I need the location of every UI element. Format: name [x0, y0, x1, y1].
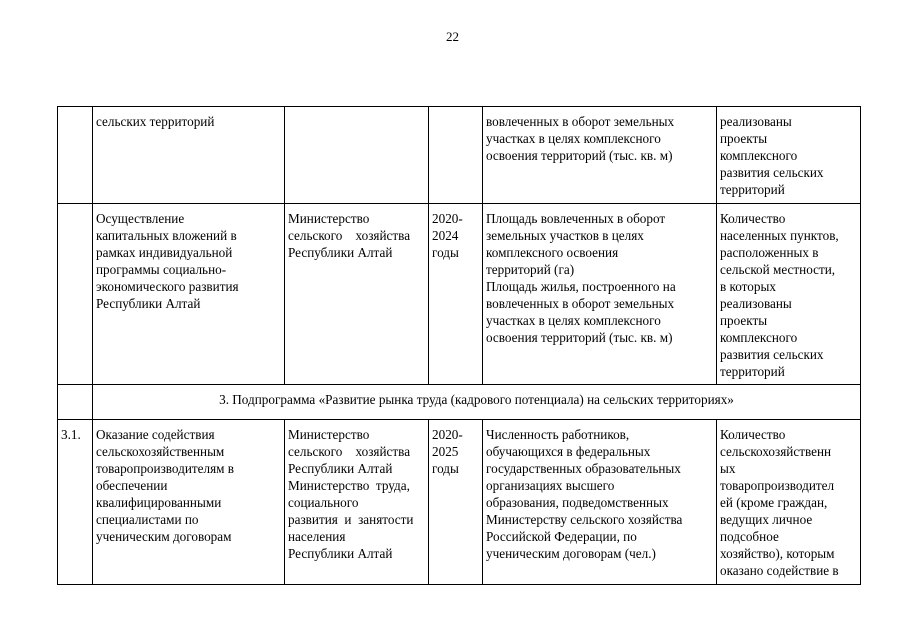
event-line: товаропроизводителям в	[96, 461, 235, 476]
result-line: ых	[720, 461, 736, 476]
cell-result	[717, 420, 861, 585]
result-line: реализованы	[720, 296, 792, 311]
executor-line: Министерство труда,	[288, 478, 410, 493]
period-line: 2020-	[432, 427, 463, 442]
cell-result	[717, 107, 861, 204]
result-line: расположенных в	[720, 245, 819, 260]
table-body	[58, 107, 861, 585]
executor-line: сельского хозяйства	[288, 228, 411, 243]
executor-line: Министерство	[288, 427, 370, 442]
result-line: населенных пунктов,	[720, 228, 839, 243]
cell-executor	[285, 420, 429, 585]
period-line: годы	[432, 245, 459, 260]
executor-line: развития и занятости	[288, 512, 414, 527]
indicator-line: территорий (га)	[486, 262, 575, 277]
cell-num	[58, 107, 93, 204]
result-line: проекты	[720, 131, 768, 146]
indicator-line: обучающихся в федеральных	[486, 444, 651, 459]
indicator-line: освоения территорий (тыс. кв. м)	[486, 330, 673, 345]
result-line: территорий	[720, 182, 785, 197]
result-line: развития сельских	[720, 347, 824, 362]
cell-event	[93, 420, 285, 585]
indicator-line: участках в целях комплексного	[486, 313, 661, 328]
result-line: ведущих личное	[720, 512, 813, 527]
executor-line: Республики Алтай	[288, 245, 393, 260]
period-line: 2025	[432, 444, 459, 459]
indicator-line: комплексного освоения	[486, 245, 619, 260]
cell-num	[58, 385, 93, 420]
event-line: капитальных вложений в	[96, 228, 237, 243]
section-title: 3. Подпрограмма «Развитие рынка труда (кадрового потенциала) на сельских территориях»	[93, 385, 861, 420]
cell-period	[429, 204, 483, 385]
cell-result	[717, 204, 861, 385]
table-row	[58, 107, 861, 204]
result-line: Количество	[720, 427, 786, 442]
executor-line: Республики Алтай	[288, 461, 393, 476]
cell-indicator	[483, 107, 717, 204]
cell-event	[93, 107, 285, 204]
cell-indicator	[483, 204, 717, 385]
result-line: реализованы	[720, 114, 792, 129]
cell-num: 3.1.	[58, 420, 93, 585]
period-line: 2024	[432, 228, 459, 243]
result-line: комплексного	[720, 330, 798, 345]
cell-executor	[285, 204, 429, 385]
indicator-line: Численность работников,	[486, 427, 630, 442]
result-line: в которых	[720, 279, 776, 294]
event-line: Осуществление	[96, 211, 185, 226]
program-table	[57, 106, 861, 585]
period-line: 2020-	[432, 211, 463, 226]
indicator-line: государственных образовательных	[486, 461, 681, 476]
event-line: сельскохозяйственным	[96, 444, 225, 459]
cell-event	[93, 204, 285, 385]
indicator-line: образования, подведомственных	[486, 495, 669, 510]
cell-period	[429, 107, 483, 204]
result-line: территорий	[720, 364, 785, 379]
event-line: экономического развития	[96, 279, 239, 294]
indicator-line: ученическим договорам (чел.)	[486, 546, 656, 561]
result-line: товаропроизводител	[720, 478, 835, 493]
period-line: годы	[432, 461, 459, 476]
event-line: рамках индивидуальной	[96, 245, 233, 260]
result-line: развития сельских	[720, 165, 824, 180]
indicator-line: организациях высшего	[486, 478, 615, 493]
indicator-line: освоения территорий (тыс. кв. м)	[486, 148, 673, 163]
result-line: сельскохозяйственн	[720, 444, 832, 459]
cell-executor	[285, 107, 429, 204]
result-line: хозяйство), которым	[720, 546, 835, 561]
result-line: сельской местности,	[720, 262, 836, 277]
event-line: сельских территорий	[96, 114, 215, 129]
indicator-line: участках в целях комплексного	[486, 131, 661, 146]
cell-indicator	[483, 420, 717, 585]
executor-line: Министерство	[288, 211, 370, 226]
executor-line: сельского хозяйства	[288, 444, 411, 459]
executor-line: социального	[288, 495, 359, 510]
indicator-line: вовлеченных в оборот земельных	[486, 114, 675, 129]
page-number: 22	[446, 29, 459, 44]
event-line: Оказание содействия	[96, 427, 215, 442]
event-line: программы социально-	[96, 262, 227, 277]
indicator-line: Площадь вовлеченных в оборот	[486, 211, 666, 226]
cell-period	[429, 420, 483, 585]
indicator-line: вовлеченных в оборот земельных	[486, 296, 675, 311]
event-line: специалистами по	[96, 512, 199, 527]
executor-line: Республики Алтай	[288, 546, 393, 561]
table-row	[58, 204, 861, 385]
result-line: проекты	[720, 313, 768, 328]
indicator-line: Российской Федерации, по	[486, 529, 637, 544]
event-line: Республики Алтай	[96, 296, 201, 311]
result-line: Количество	[720, 211, 786, 226]
event-line: обеспечении	[96, 478, 168, 493]
section-row	[58, 385, 861, 420]
event-line: ученическим договорам	[96, 529, 232, 544]
indicator-line: земельных участков в целях	[486, 228, 644, 243]
cell-num	[58, 204, 93, 385]
executor-line: населения	[288, 529, 346, 544]
result-line: оказано содействие в	[720, 563, 839, 578]
indicator-line: Площадь жилья, построенного на	[486, 279, 676, 294]
event-line: квалифицированными	[96, 495, 222, 510]
table-row	[58, 420, 861, 585]
result-line: комплексного	[720, 148, 798, 163]
indicator-line: Министерству сельского хозяйства	[486, 512, 683, 527]
result-line: ей (кроме граждан,	[720, 495, 828, 510]
result-line: подсобное	[720, 529, 779, 544]
